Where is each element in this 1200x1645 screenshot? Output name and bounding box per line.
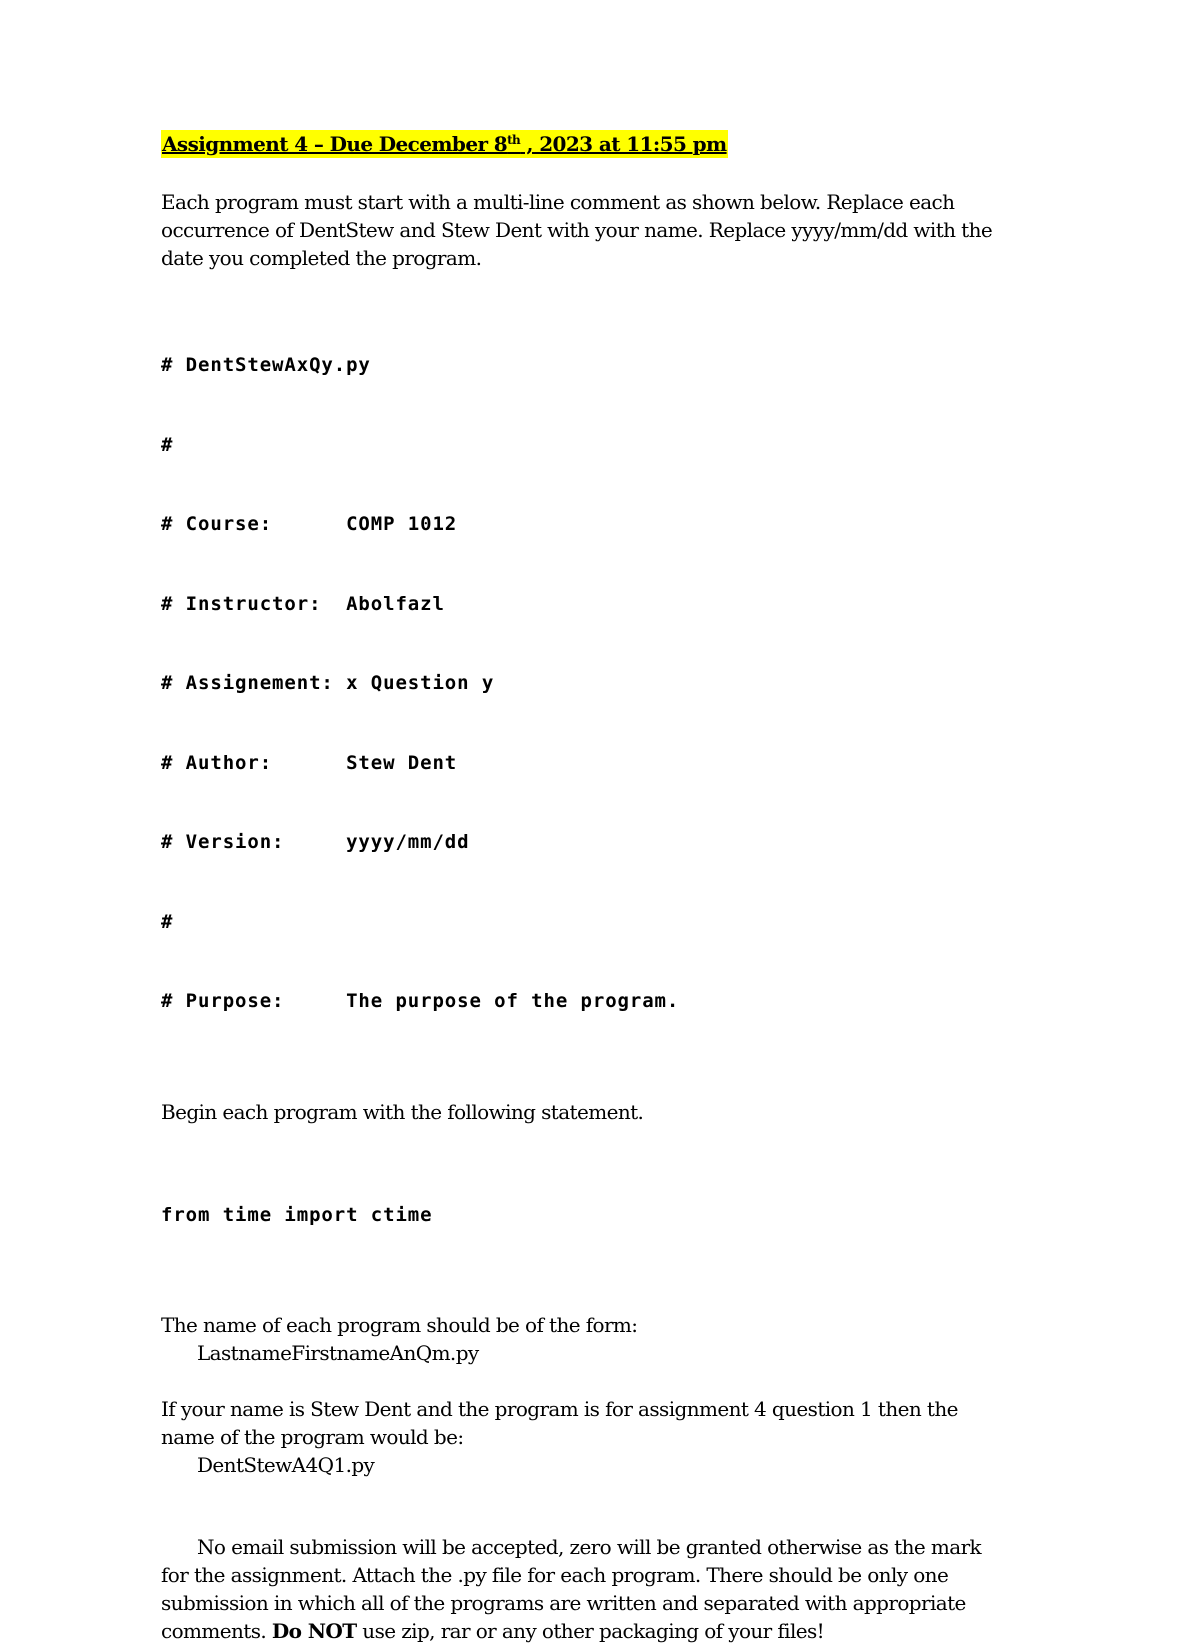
document-body — [161, 130, 1041, 1645]
begin-statement-text: Begin each program with the following statement. — [161, 1099, 644, 1124]
assignment-title — [161, 130, 728, 158]
name-form-text: The name of each program should be of the form: — [161, 1313, 638, 1337]
assignment-title-line — [161, 130, 1041, 158]
name-form-example: LastnameFirstnameAnQm.py — [197, 1341, 479, 1365]
name-example-line: If your name is Stew Dent and the program is for assignment 4 question 1 then the — [161, 1397, 958, 1421]
import-code-line: from time import ctime — [161, 1203, 433, 1226]
header-comment-block — [161, 299, 1041, 1068]
submission-paragraph — [161, 1533, 1041, 1645]
code-line: # — [161, 433, 174, 456]
code-line: # DentStewAxQy.py — [161, 354, 371, 376]
code-line: # Course: COMP 1012 — [161, 513, 458, 535]
intro-line: occurrence of DentStew and Stew Dent with your name. Replace yyyy/mm/dd with the — [161, 218, 993, 242]
submission-emphasis: Do NOT — [271, 1619, 357, 1643]
submission-last-prefix: comments. — [161, 1619, 272, 1643]
intro-line: date you completed the program. — [161, 246, 482, 270]
code-line: # Instructor: Abolfazl — [161, 592, 445, 615]
intro-line: Each program must start with a multi-line comment as shown below. Replace each — [161, 190, 955, 214]
submission-last-line — [161, 1617, 1041, 1645]
code-line: # — [161, 910, 174, 933]
code-line: # Version: yyyy/mm/dd — [161, 831, 470, 853]
code-line: # Purpose: The purpose of the program. — [161, 990, 680, 1012]
code-line: # Author: Stew Dent — [161, 751, 458, 774]
name-form-paragraph — [161, 1311, 1041, 1367]
submission-line: submission in which all of the programs are written and separated with appropriate — [161, 1591, 966, 1615]
title-rest: , 2023 at 11:55 pm — [520, 132, 727, 156]
submission-last-suffix: use zip, rar or any other packaging of your files! — [356, 1619, 825, 1643]
code-line: # Assignement: x Question y — [161, 672, 495, 694]
title-main: Assignment 4 – Due December 8 — [162, 132, 508, 156]
title-superscript: th — [507, 133, 521, 147]
begin-statement — [161, 1098, 1041, 1126]
submission-line: No email submission will be accepted, zero will be granted otherwise as the mark — [197, 1535, 982, 1559]
import-statement — [161, 1149, 1041, 1282]
submission-line: for the assignment. Attach the .py file for each program. There should be only one — [161, 1563, 949, 1587]
name-example-line: name of the program would be: — [161, 1425, 464, 1449]
name-example-file: DentStewA4Q1.py — [197, 1453, 375, 1477]
name-example-paragraph — [161, 1395, 1041, 1479]
intro-paragraph — [161, 188, 1041, 272]
